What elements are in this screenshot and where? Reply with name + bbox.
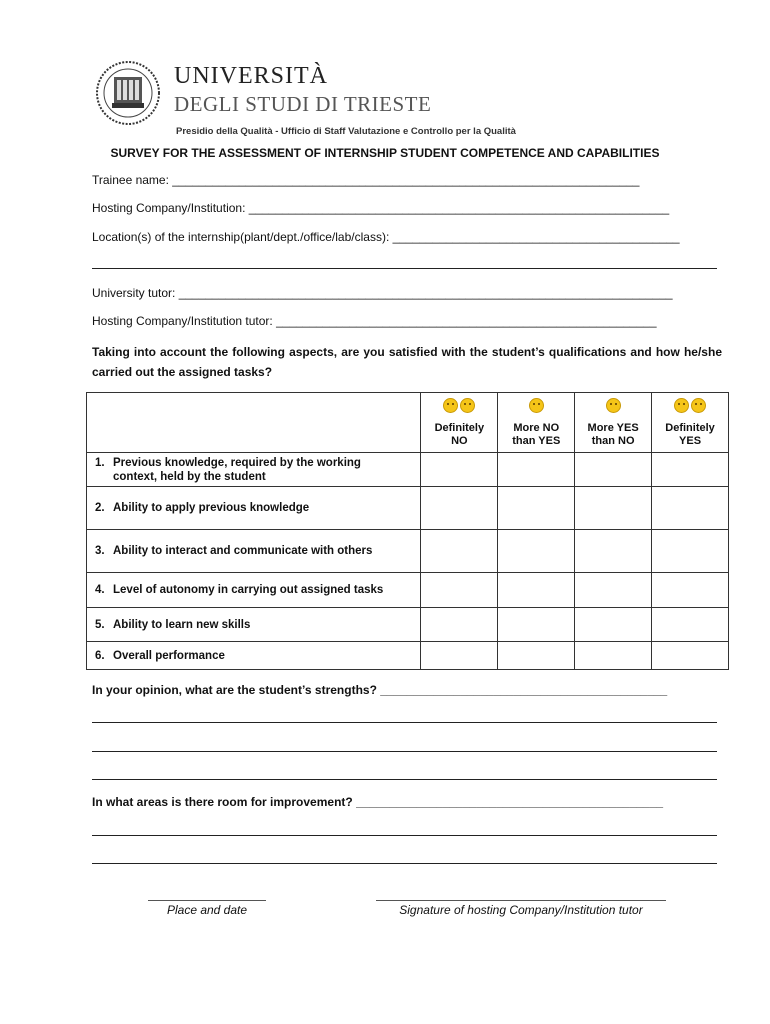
university-name: UNIVERSITÀ — [174, 63, 328, 89]
table-row — [87, 453, 729, 487]
assessment-question: Taking into account the following aspects, are you satisfied with the student’s qualifications and how he/she carried out the assigned tasks? — [92, 345, 722, 379]
trainee-name-field[interactable]: Trainee name: ______________________________________________________________________ — [92, 173, 640, 187]
column-label: More YES — [587, 422, 639, 434]
assessment-table — [86, 392, 729, 670]
smile-face-icon — [691, 398, 706, 413]
university-seal-logo — [90, 60, 176, 126]
aspect-number: 4. — [95, 584, 105, 596]
rating-cell[interactable] — [575, 642, 652, 670]
university-tutor-field[interactable]: University tutor: __________________________________________________________________________ — [92, 286, 673, 300]
rating-cell[interactable] — [575, 608, 652, 642]
rating-cell[interactable] — [652, 573, 729, 608]
rating-cell[interactable] — [652, 642, 729, 670]
aspect-number: 3. — [95, 545, 105, 557]
signature-line[interactable] — [376, 900, 666, 901]
aspect-text: context, held by the student — [113, 470, 266, 483]
table-row — [87, 642, 729, 670]
answer-line[interactable] — [92, 863, 717, 864]
improvement-question[interactable]: In what areas is there room for improvement? ______________________________________________ — [92, 795, 664, 809]
smile-face-icon — [674, 398, 689, 413]
aspect-cell — [87, 453, 421, 487]
rating-cell[interactable] — [652, 487, 729, 530]
column-definitely-no — [421, 393, 498, 453]
column-more-no — [498, 393, 575, 453]
place-date-line[interactable] — [148, 900, 266, 901]
internship-location-field[interactable]: Location(s) of the internship(plant/dept./office/lab/class): ___________________________________________ — [92, 230, 680, 244]
place-date-block — [148, 900, 266, 917]
aspect-cell — [87, 642, 421, 670]
signature-label: Signature of hosting Company/Institution tutor — [399, 903, 643, 917]
aspect-number: 6. — [95, 649, 105, 662]
aspect-cell — [87, 573, 421, 608]
rating-cell[interactable] — [575, 573, 652, 608]
answer-line[interactable] — [92, 779, 717, 780]
rating-cell[interactable] — [498, 642, 575, 670]
strengths-question[interactable]: In your opinion, what are the student’s strengths? ___________________________________________ — [92, 683, 668, 697]
rating-cell[interactable] — [421, 453, 498, 487]
office-subtitle: Presidio della Qualità - Ufficio di Staff Valutazione e Controllo per la Qualità — [176, 126, 516, 137]
rating-cell[interactable] — [498, 487, 575, 530]
aspect-text: Overall performance — [113, 649, 225, 662]
aspect-number: 5. — [95, 618, 105, 631]
aspect-text: Ability to apply previous knowledge — [113, 502, 310, 514]
table-header-row — [87, 393, 729, 453]
rating-cell[interactable] — [575, 487, 652, 530]
table-row — [87, 487, 729, 530]
column-more-yes — [575, 393, 652, 453]
frown-face-icon — [460, 398, 475, 413]
aspect-text: Previous knowledge, required by the working — [113, 456, 361, 469]
rating-cell[interactable] — [652, 530, 729, 573]
rating-cell[interactable] — [421, 487, 498, 530]
rating-cell[interactable] — [421, 642, 498, 670]
rating-cell[interactable] — [498, 608, 575, 642]
aspect-cell — [87, 608, 421, 642]
aspect-cell — [87, 530, 421, 573]
frown-face-icon — [529, 398, 544, 413]
column-label: More NO — [513, 422, 560, 434]
table-row — [87, 608, 729, 642]
location-continuation-line[interactable] — [92, 268, 717, 269]
aspect-cell — [87, 487, 421, 530]
column-label: YES — [679, 435, 702, 447]
column-label: NO — [451, 435, 468, 447]
smile-face-icon — [606, 398, 621, 413]
survey-title: SURVEY FOR THE ASSESSMENT OF INTERNSHIP STUDENT COMPETENCE AND CAPABILITIES — [110, 146, 660, 160]
rating-cell[interactable] — [421, 530, 498, 573]
aspect-text: Level of autonomy in carrying out assigned tasks — [113, 584, 384, 596]
answer-line[interactable] — [92, 722, 717, 723]
column-label: than YES — [512, 435, 561, 447]
column-label: than NO — [591, 435, 635, 447]
rating-cell[interactable] — [575, 453, 652, 487]
rating-cell[interactable] — [498, 453, 575, 487]
answer-line[interactable] — [92, 751, 717, 752]
hosting-tutor-field[interactable]: Hosting Company/Institution tutor: _________________________________________________________ — [92, 314, 657, 328]
answer-line[interactable] — [92, 835, 717, 836]
column-label: Definitely — [434, 422, 485, 434]
rating-cell[interactable] — [498, 530, 575, 573]
hosting-company-field[interactable]: Hosting Company/Institution: _______________________________________________________________ — [92, 201, 670, 215]
frown-face-icon — [443, 398, 458, 413]
aspect-number: 2. — [95, 502, 105, 514]
rating-cell[interactable] — [652, 608, 729, 642]
aspect-number: 1. — [95, 456, 105, 469]
aspect-text: Ability to interact and communicate with others — [113, 545, 373, 557]
rating-cell[interactable] — [421, 573, 498, 608]
rating-cell[interactable] — [498, 573, 575, 608]
aspect-text: Ability to learn new skills — [113, 618, 251, 631]
rating-cell[interactable] — [575, 530, 652, 573]
aspect-header-cell — [87, 393, 421, 453]
table-row — [87, 573, 729, 608]
column-label: Definitely — [665, 422, 715, 434]
signature-block — [376, 900, 666, 917]
place-date-label: Place and date — [166, 903, 248, 917]
rating-cell[interactable] — [421, 608, 498, 642]
rating-cell[interactable] — [652, 453, 729, 487]
university-subname: DEGLI STUDI DI TRIESTE — [174, 92, 432, 116]
column-definitely-yes — [652, 393, 729, 453]
table-row — [87, 530, 729, 573]
